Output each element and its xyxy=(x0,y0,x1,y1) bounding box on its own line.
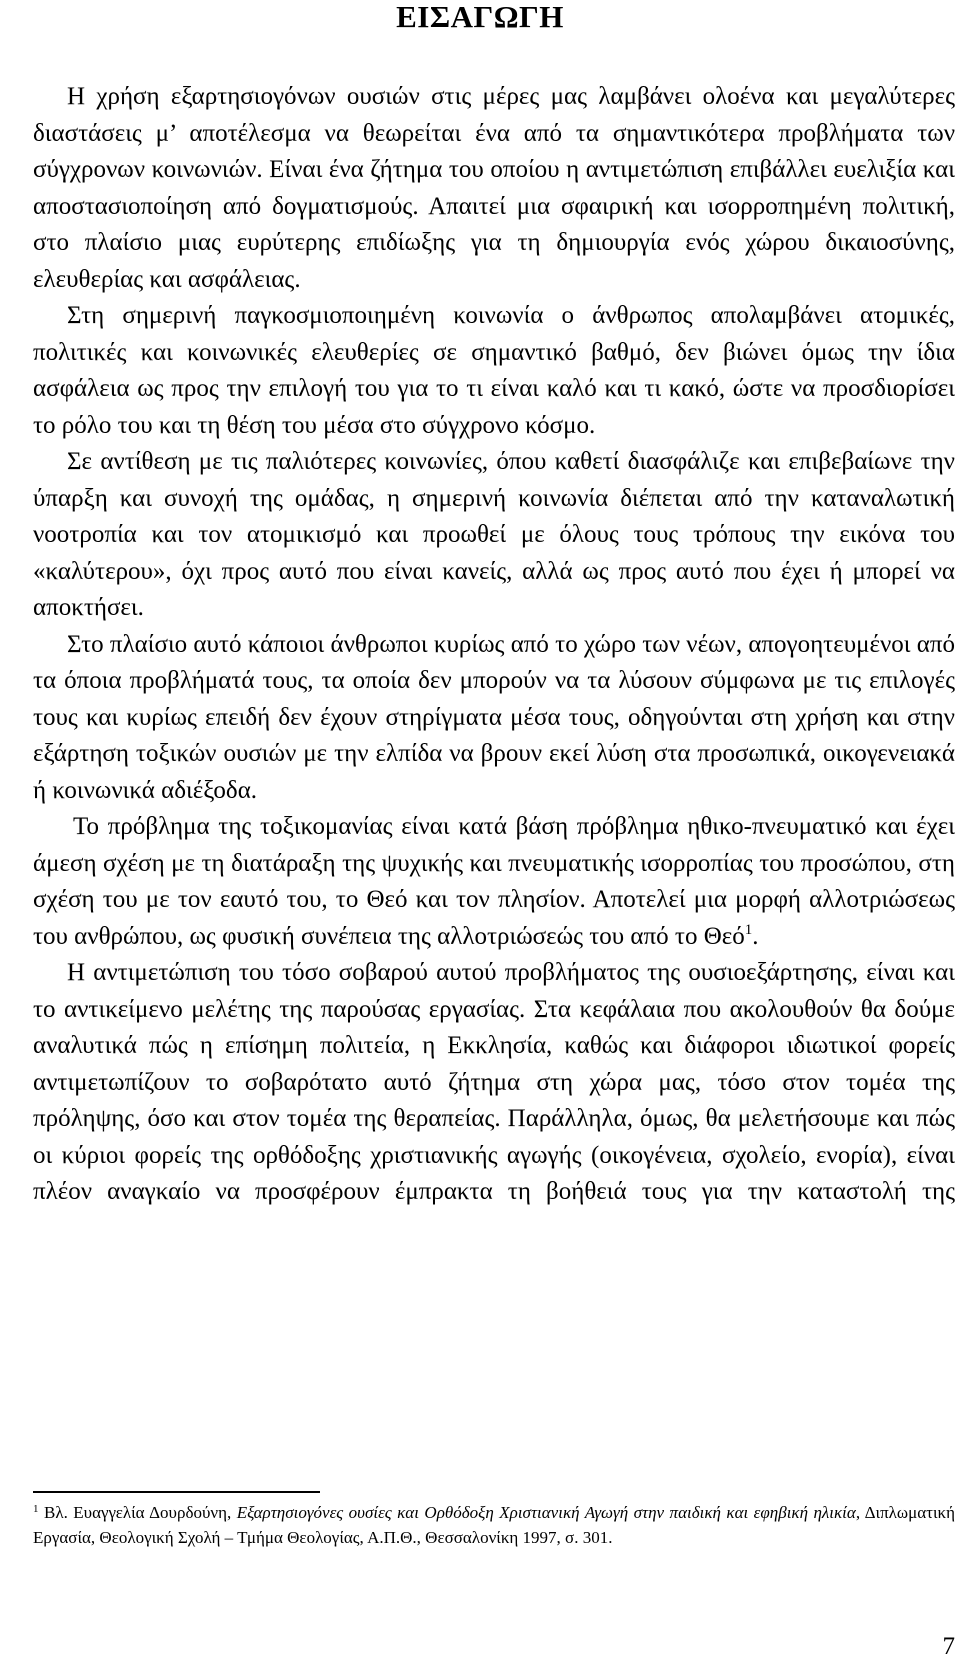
paragraph-3: Σε αντίθεση με τις παλιότερες κοινωνίες, όπου καθετί διασφάλιζε και επιβεβαίωνε την ύπαρξη και συνοχή της ομάδας, η σημερινή κοινωνία διέπεται από την καταναλωτική νοοτροπία και τον ατομικισμό και προωθεί με όλους τους τρόπους την εικόνα του «καλύτερου», όχι προς αυτό που είναι κανείς, αλλά ως προς αυτό που έχει ή μπορεί να αποκτήσει. xyxy=(33,448,955,621)
footnote xyxy=(33,1500,955,1550)
page-number: 7 xyxy=(942,1633,955,1660)
footnote-suffix: , Διπλωματική Εργασία, Θεολογική Σχολή – Τμήμα Θεολογίας, Α.Π.Θ., Θεσσαλονίκη 1997, σ. 301. xyxy=(33,1503,956,1547)
body-text xyxy=(33,79,955,1211)
paragraph-6: Η αντιμετώπιση του τόσο σοβαρού αυτού προβλήματος της ουσιοεξάρτησης, είναι και το αντικείμενο μελέτης της παρούσας εργασίας. Στα κεφάλαια που ακολουθούν θα δούμε αναλυτικά πώς η επίσημη πολιτεία, η Εκκλησία, καθώς και διάφοροι ιδιωτικοί φορείς αντιμετωπίζουν το σοβαρότατο αυτό ζήτημα στη χώρα μας, τόσο στον τομέα της πρόληψης, όσο και στον τομέα της θεραπείας. Παράλληλα, όμως, θα μελετήσουμε και πώς οι κύριοι φορείς της ορθόδοξης χριστιανικής αγωγής (οικογένεια, σχολείο, ενορία), είναι πλέον αναγκαίο να προσφέρουν έμπρακτα τη βοήθειά τους για την καταστολή της xyxy=(33,959,955,1205)
paragraph-4: Στο πλαίσιο αυτό κάποιοι άνθρωποι κυρίως από το χώρο των νέων, απογοητευμένοι από τα όποια προβλήματά τους, τα οποία δεν μπορούν να τα λύσουν σύμφωνα με τις επιλογές τους και κυρίως επειδή δεν έχουν στηρίγματα μέσα τους, οδηγούνται στη χρήση και στην εξάρτηση τοξικών ουσιών με την ελπίδα να βρουν εκεί λύση στα προσωπικά, οικογενειακά ή κοινωνικά αδιέξοδα. xyxy=(33,630,955,804)
paragraph-5-text: Το πρόβλημα της τοξικομανίας είναι κατά βάση πρόβλημα ηθικο-πνευματικό και έχει άμεση σχέση με τη διατάραξη της ψυχικής και πνευματικής ισορροπίας του προσώπου, στη σχέση του με τον εαυτό του, το Θεό και τον πλησίον. Αποτελεί μια μορφή αλλοτριώσεως του ανθρώπου, ως φυσική συνέπεια της αλλοτριώσεώς του από το Θεό xyxy=(33,813,955,950)
paragraph-5-end: . xyxy=(752,922,759,950)
footnote-reference[interactable]: 1 xyxy=(744,921,753,938)
page-title: ΕΙΣΑΓΩΓΗ xyxy=(396,0,564,34)
footnote-prefix: Βλ. Ευαγγελία Δουρδούνη, xyxy=(43,1503,237,1522)
paragraph-2: Στη σημερινή παγκοσμιοποιημένη κοινωνία ο άνθρωπος απολαμβάνει ατομικές, πολιτικές και κοινωνικές ελευθερίες σε σημαντικό βαθμό, δεν βιώνει όμως την ίδια ασφάλεια ως προς την επιλογή του για το τι είναι καλό και τι κακό, ώστε να προσδιορίσει το ρόλο του και τη θέση του μέσα στο σύγχρονο κόσμο. xyxy=(33,302,955,439)
footnote-divider xyxy=(33,1491,320,1493)
footnote-number: 1 xyxy=(33,1503,39,1515)
paragraph-1: Η χρήση εξαρτησιογόνων ουσιών στις μέρες μας λαμβάνει ολοένα και μεγαλύτερες διαστάσεις μ’ αποτέλεσμα να θεωρείται ένα από τα σημαντικότερα προβλήματα των σύγχρονων κοινωνιών. Είναι ένα ζήτημα του οποίου η αντιμετώπιση επιβάλλει ευελιξία και αποστασιοποίηση από δογματισμούς. Απαιτεί μια σφαιρική και ισορροπημένη πολιτική, στο πλαίσιο μιας ευρύτερης επιδίωξης για τη δημιουργία ενός χώρου δικαιοσύνης, ελευθερίας και ασφάλειας. xyxy=(33,83,955,293)
paragraph-5 xyxy=(33,809,955,955)
footnote-cited-title: Εξαρτησιογόνες ουσίες και Ορθόδοξη Χριστιανική Αγωγή στην παιδική και εφηβική ηλικία xyxy=(236,1503,856,1522)
